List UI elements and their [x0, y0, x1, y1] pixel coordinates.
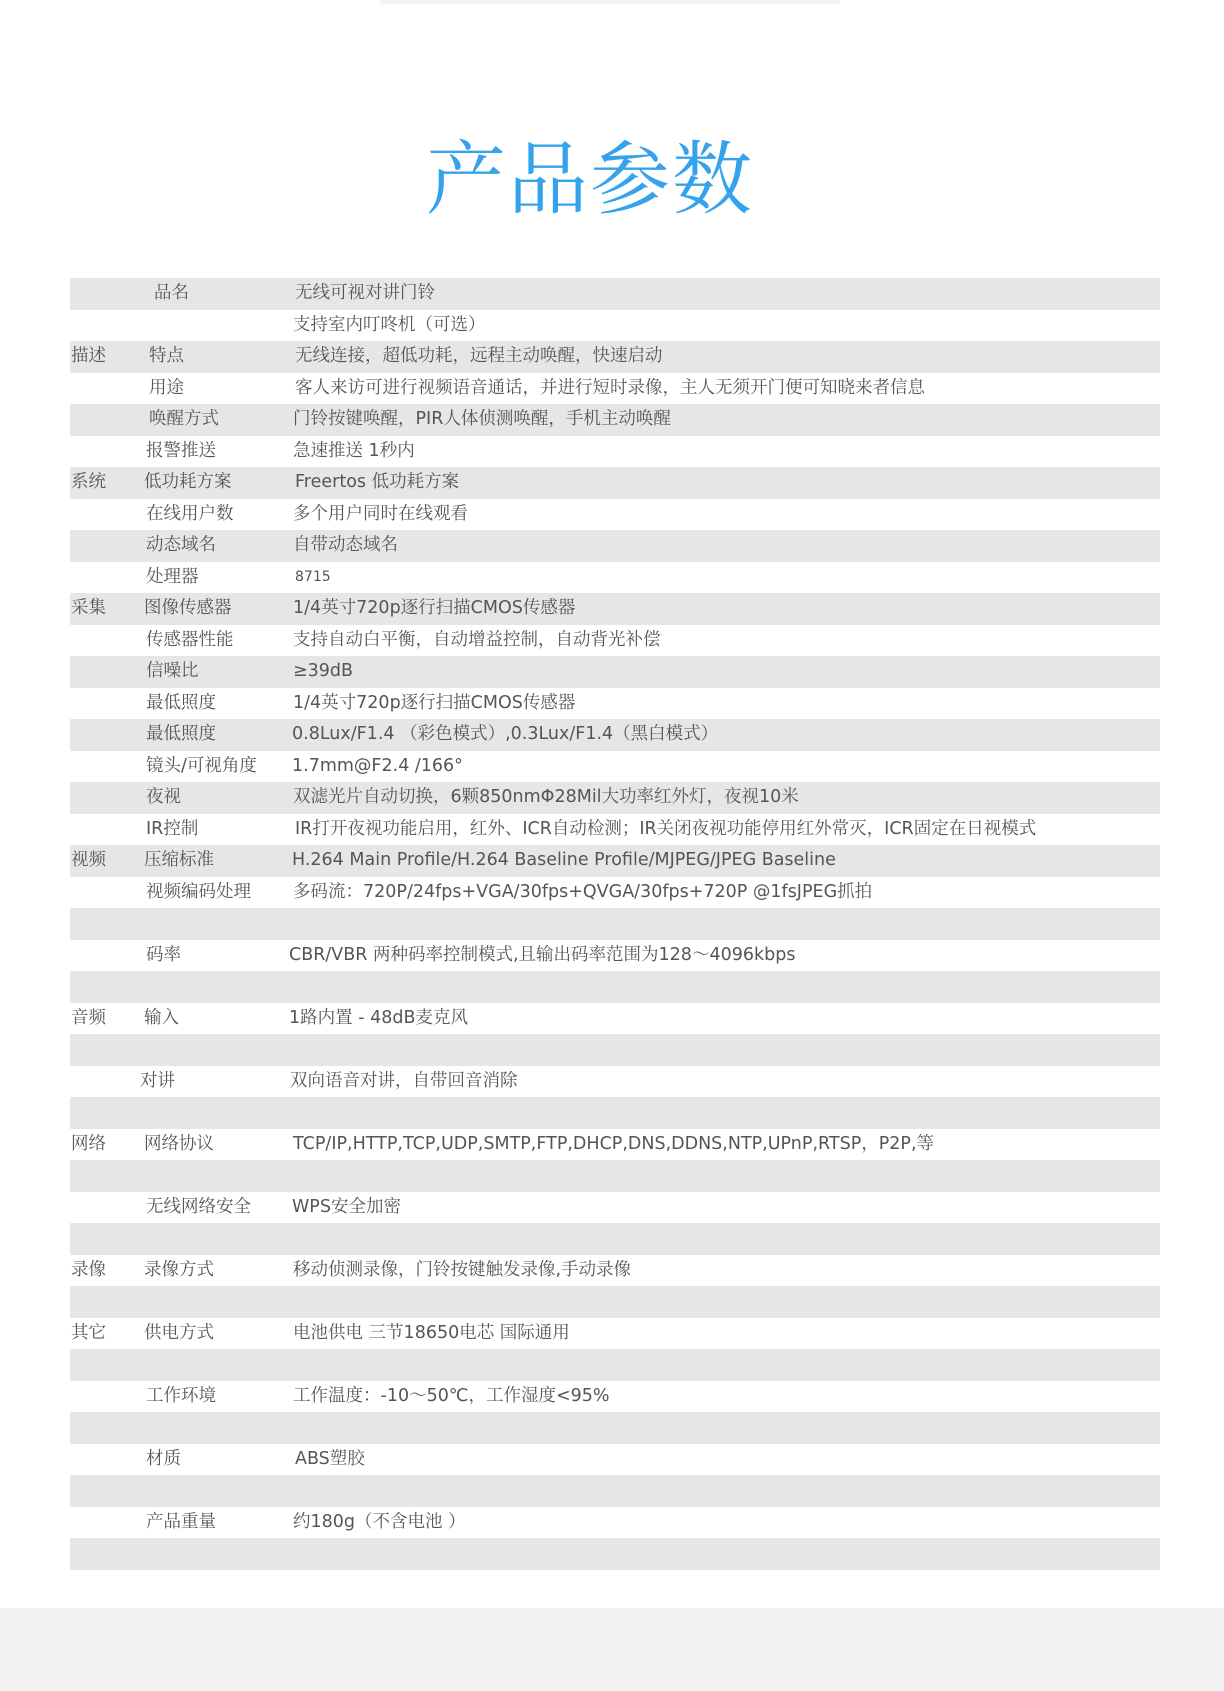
spec-row	[70, 971, 1160, 1003]
spec-row	[70, 751, 1160, 783]
spec-value: WPS安全加密	[292, 1196, 401, 1217]
spec-label: 最低照度	[146, 692, 216, 713]
spec-label: 码率	[146, 944, 181, 965]
spec-value: 多个用户同时在线观看	[293, 503, 468, 524]
spec-label: 报警推送	[146, 440, 216, 461]
spec-row	[70, 877, 1160, 909]
spec-value: 移动侦测录像，门铃按键触发录像,手动录像	[293, 1259, 632, 1280]
spec-value: ≥39dB	[293, 661, 354, 681]
spec-value: IR打开夜视功能启用，红外、ICR自动检测；IR关闭夜视功能停用红外常灭，ICR固定在日视模式	[295, 818, 1037, 839]
spec-row	[70, 814, 1160, 846]
spec-row	[70, 719, 1160, 751]
spec-row	[70, 1412, 1160, 1444]
spec-row	[70, 656, 1160, 688]
spec-row	[70, 908, 1160, 940]
spec-label: 特点	[149, 346, 184, 366]
spec-value: CBR/VBR 两种码率控制模式,且输出码率范围为128～4096kbps	[289, 944, 796, 965]
spec-row	[70, 1097, 1160, 1129]
spec-table	[70, 278, 1160, 1570]
spec-row	[70, 1318, 1160, 1350]
spec-row	[70, 530, 1160, 562]
spec-value: 双滤光片自动切换，6颗850nmΦ28Mil大功率红外灯，夜视10米	[293, 787, 799, 807]
spec-label: 材质	[146, 1448, 181, 1469]
spec-category: 视频	[71, 850, 106, 870]
spec-category: 系统	[71, 472, 106, 492]
spec-category: 录像	[71, 1259, 106, 1280]
spec-value: 电池供电 三节18650电芯 国际通用	[293, 1322, 570, 1343]
spec-value: 客人来访可进行视频语音通话，并进行短时录像，主人无须开门便可知晓来者信息	[295, 377, 925, 398]
spec-label: 处理器	[146, 566, 199, 587]
spec-label: 低功耗方案	[144, 472, 232, 492]
spec-row	[70, 688, 1160, 720]
spec-label: 夜视	[146, 787, 181, 807]
spec-value: 约180g（不含电池 ）	[293, 1511, 466, 1532]
spec-category: 描述	[71, 346, 106, 366]
top-divider	[380, 0, 840, 4]
spec-row	[70, 1223, 1160, 1255]
spec-row	[70, 1349, 1160, 1381]
spec-row	[70, 845, 1160, 877]
spec-row	[70, 1381, 1160, 1413]
spec-row	[70, 562, 1160, 594]
spec-row	[70, 1255, 1160, 1287]
spec-row	[70, 1160, 1160, 1192]
spec-value: 1路内置 - 48dB麦克风	[289, 1007, 468, 1028]
spec-value: 支持室内叮咚机（可选）	[293, 314, 486, 335]
spec-value: 1/4英寸720p逐行扫描CMOS传感器	[293, 598, 576, 618]
spec-category: 其它	[71, 1322, 106, 1343]
spec-label: 在线用户数	[146, 503, 234, 524]
spec-label: 产品重量	[146, 1511, 216, 1532]
spec-value: 多码流：720P/24fps+VGA/30fps+QVGA/30fps+720P @1fsJPEG抓拍	[293, 881, 873, 902]
spec-label: 最低照度	[146, 724, 216, 744]
spec-value: 门铃按键唤醒，PIR人体侦测唤醒，手机主动唤醒	[293, 409, 671, 429]
spec-label: 动态域名	[146, 535, 216, 555]
spec-value: Freertos 低功耗方案	[295, 472, 460, 492]
spec-value: 急速推送 1秒内	[293, 440, 415, 461]
spec-category: 采集	[71, 598, 106, 618]
spec-value: 8715	[295, 568, 331, 585]
spec-value: 1/4英寸720p逐行扫描CMOS传感器	[293, 692, 576, 713]
spec-value: 支持自动白平衡，自动增益控制，自动背光补偿	[293, 629, 661, 650]
spec-row	[70, 436, 1160, 468]
spec-label: IR控制	[146, 818, 199, 839]
spec-row	[70, 278, 1160, 310]
spec-row	[70, 593, 1160, 625]
spec-row	[70, 625, 1160, 657]
spec-label: 用途	[149, 377, 184, 398]
spec-row	[70, 1192, 1160, 1224]
spec-row	[70, 1444, 1160, 1476]
spec-row	[70, 373, 1160, 405]
spec-row	[70, 1475, 1160, 1507]
spec-label: 压缩标准	[144, 850, 214, 870]
spec-label: 供电方式	[144, 1322, 214, 1343]
spec-row	[70, 940, 1160, 972]
spec-row	[70, 1286, 1160, 1318]
spec-row	[70, 1066, 1160, 1098]
spec-label: 图像传感器	[144, 598, 232, 618]
spec-label: 唤醒方式	[149, 409, 219, 429]
spec-row	[70, 1003, 1160, 1035]
spec-value: 1.7mm@F2.4 /166°	[292, 755, 463, 776]
spec-label: 录像方式	[144, 1259, 214, 1280]
spec-label: 品名	[154, 283, 189, 303]
spec-category: 音频	[71, 1007, 106, 1028]
spec-label: 对讲	[140, 1070, 175, 1091]
spec-label: 信噪比	[146, 661, 199, 681]
footer-band	[0, 1608, 1224, 1691]
spec-value: ABS塑胶	[295, 1448, 365, 1469]
spec-row	[70, 1538, 1160, 1570]
spec-value: H.264 Main Profile/H.264 Baseline Profile/MJPEG/JPEG Baseline	[292, 850, 836, 870]
spec-value: 无线可视对讲门铃	[295, 283, 435, 303]
spec-value: 0.8Lux/F1.4 （彩色模式）,0.3Lux/F1.4（黑白模式）	[292, 724, 719, 744]
page-title: 产品参数	[426, 132, 754, 226]
spec-label: 镜头/可视角度	[146, 755, 257, 776]
spec-row	[70, 1507, 1160, 1539]
spec-value: 工作温度：-10～50℃，工作湿度<95%	[293, 1385, 610, 1406]
spec-row	[70, 341, 1160, 373]
spec-row	[70, 782, 1160, 814]
spec-row	[70, 467, 1160, 499]
spec-row	[70, 310, 1160, 342]
spec-label: 输入	[144, 1007, 179, 1028]
spec-row	[70, 404, 1160, 436]
spec-category: 网络	[71, 1133, 106, 1154]
spec-label: 网络协议	[144, 1133, 214, 1154]
spec-value: 双向语音对讲，自带回音消除	[290, 1070, 518, 1091]
spec-value: 自带动态域名	[293, 535, 398, 555]
spec-row	[70, 1129, 1160, 1161]
spec-label: 传感器性能	[146, 629, 234, 650]
spec-value: TCP/IP,HTTP,TCP,UDP,SMTP,FTP,DHCP,DNS,DDNS,NTP,UPnP,RTSP，P2P,等	[293, 1133, 935, 1154]
spec-row	[70, 499, 1160, 531]
spec-value: 无线连接，超低功耗，远程主动唤醒，快速启动	[295, 346, 663, 366]
spec-row	[70, 1034, 1160, 1066]
spec-label: 无线网络安全	[146, 1196, 251, 1217]
spec-label: 视频编码处理	[146, 881, 251, 902]
spec-label: 工作环境	[146, 1385, 216, 1406]
